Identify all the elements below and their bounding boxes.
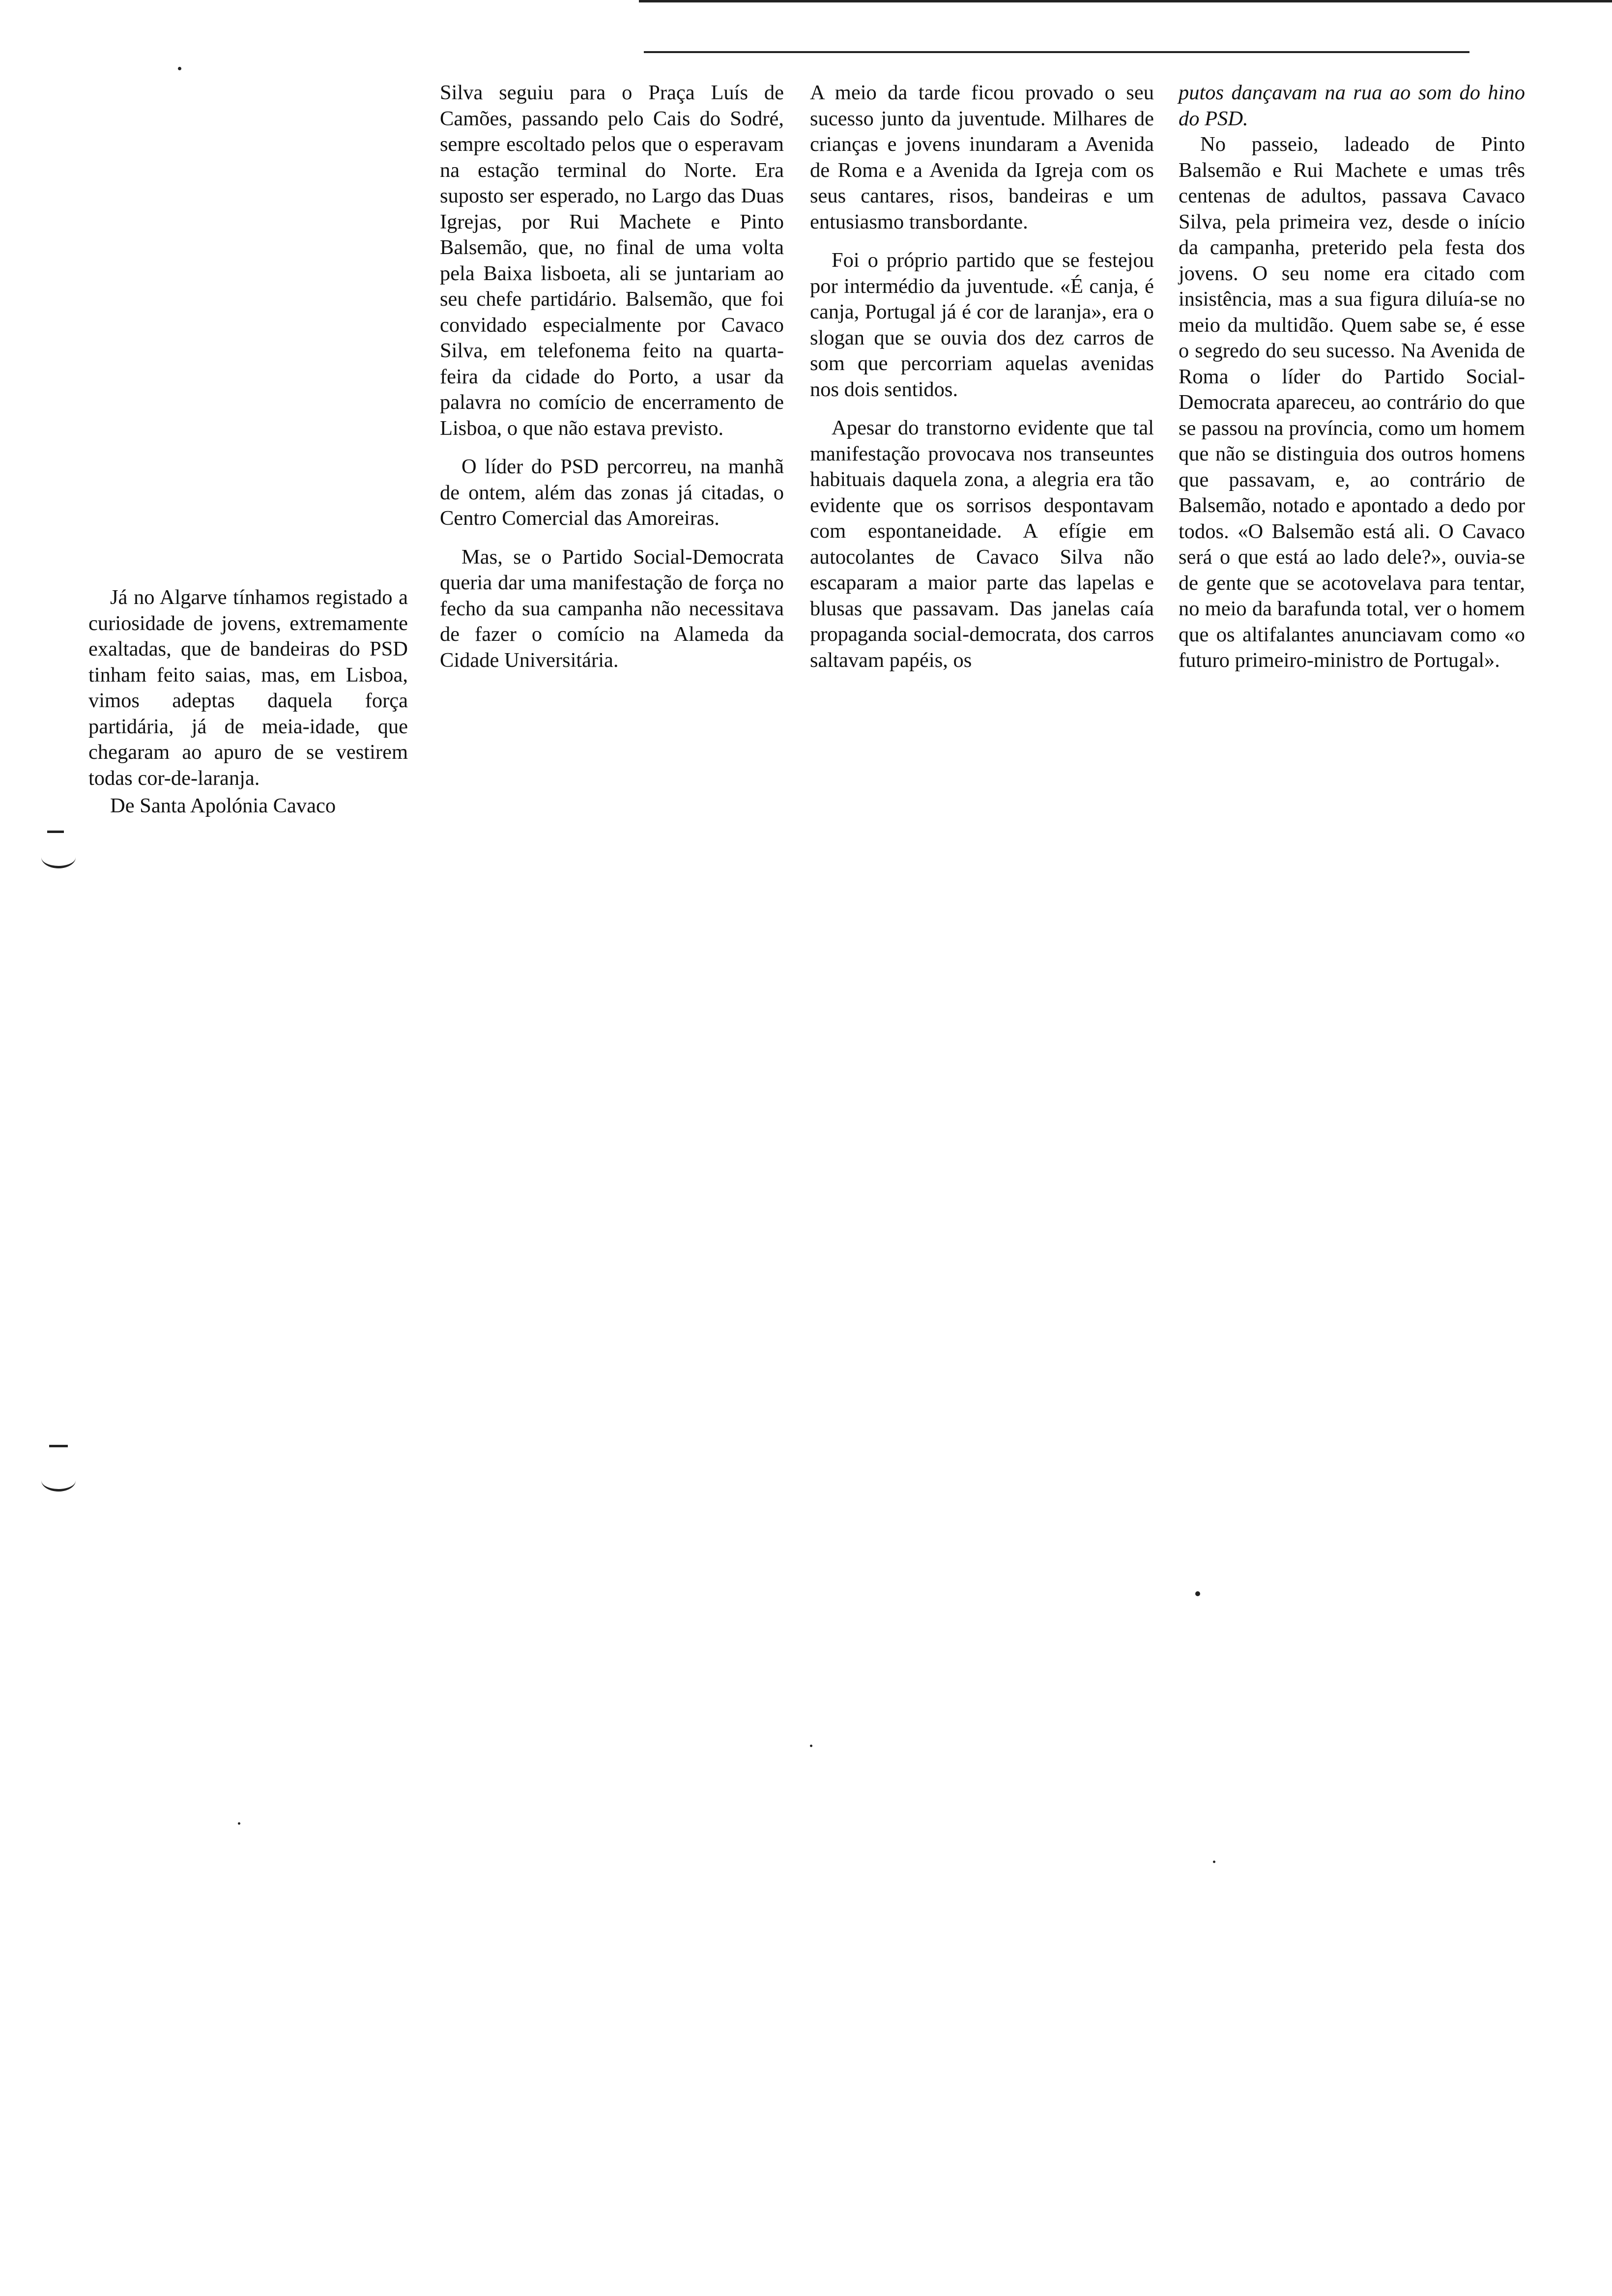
paragraph: putos dançavam na rua ao som do hino do PSD. xyxy=(1179,81,1525,130)
scan-tick xyxy=(49,1445,68,1447)
paragraph: Mas, se o Partido Social-Democrata queria dar uma manifestação de força no fecho da sua campanha não necessitava de fazer o comício na Alameda da Cidade Universitária. xyxy=(440,545,784,672)
scan-speck xyxy=(178,67,181,70)
paragraph: No passeio, ladeado de Pinto Balsemão e Rui Machete e umas três centenas de adultos, passava Cavaco Silva, pela primeira vez, desde o início da campanha, preterido pela festa dos jovens. O seu nome era citado com insistência, mas a sua figura diluía-se no meio da multidão. Quem sabe se, é esse o segredo do seu sucesso. Na Avenida de Roma o líder do Partido Social-Democrata apareceu, ao contrário do que se passou na província, como um homem que não se distinguia dos outros homens que passavam, e, ao contrário de Balsemão, notado e apontado a dedo por todos. «O Balsemão está ali. O Cavaco será o que está ao lado dele?», ouvia-se de gente que se acotovelava para tentar, no meio da barafunda total, ver o homem que os altifalantes anunciavam como «o futuro primeiro-ministro de Portugal». xyxy=(1179,133,1525,672)
top-rule xyxy=(639,0,1612,2)
paragraph: O líder do PSD percorreu, na manhã de ontem, além das zonas já citadas, o Centro Comercial das Amoreiras. xyxy=(440,455,784,530)
punch-hole-mark xyxy=(41,1469,76,1492)
article-column-3 xyxy=(810,80,1154,673)
paragraph: Já no Algarve tínhamos registado a curiosidade de jovens, extremamente exaltadas, que de bandeiras do PSD tinham feito saias, mas, em Lisboa, vimos adeptas daquela força partidária, já de meia-idade, que chegaram ao apuro de se vestirem todas cor-de-laranja. xyxy=(88,586,408,790)
scan-speck xyxy=(810,1745,812,1747)
paragraph: Silva seguiu para o Praça Luís de Camões, passando pelo Cais do Sodré, sempre escoltado pelos que o esperavam na estação terminal do Norte. Era suposto ser esperado, no Largo das Duas Igrejas, por Rui Machete e Pinto Balsemão, que, no final de uma volta pela Baixa lisboeta, ali se juntariam ao seu chefe partidário. Balsemão, que foi convidado especialmente por Cavaco Silva, em telefonema feito na quarta-feira da cidade do Porto, a usar da palavra no comício de encerramento de Lisboa, o que não estava previsto. xyxy=(440,81,784,440)
paragraph: Apesar do transtorno evidente que tal manifestação provocava nos transeuntes habituais daquela zona, a alegria era tão evidente que os sorrisos despontavam com espontaneidade. A efígie em autocolantes de Cavaco Silva não escaparam a maior parte das lapelas e blusas que passavam. Das janelas caía propaganda social-democrata, dos carros saltavam papéis, os xyxy=(810,416,1154,672)
article-column-2 xyxy=(440,80,784,673)
scan-tick xyxy=(47,831,64,833)
scan-speck xyxy=(1195,1591,1200,1596)
article-column-4 xyxy=(1179,80,1525,674)
punch-hole-mark xyxy=(41,846,76,868)
paragraph: De Santa Apolónia Cavaco xyxy=(110,794,336,817)
paragraph: A meio da tarde ficou provado o seu sucesso junto da juventude. Milhares de crianças e jovens inundaram a Avenida de Roma e a Avenida da Igreja com os seus cantares, risos, bandeiras e um entusiasmo transbordante. xyxy=(810,81,1154,233)
scan-speck xyxy=(1213,1861,1215,1863)
article-column-1 xyxy=(88,585,408,819)
scan-speck xyxy=(238,1822,240,1825)
column-header-rule xyxy=(644,51,1469,53)
paragraph: Foi o próprio partido que se festejou por intermédio da juventude. «É canja, é canja, Portugal já é cor de laranja», era o slogan que se ouvia dos dez carros de som que percorriam aquelas avenidas nos dois sentidos. xyxy=(810,249,1154,401)
